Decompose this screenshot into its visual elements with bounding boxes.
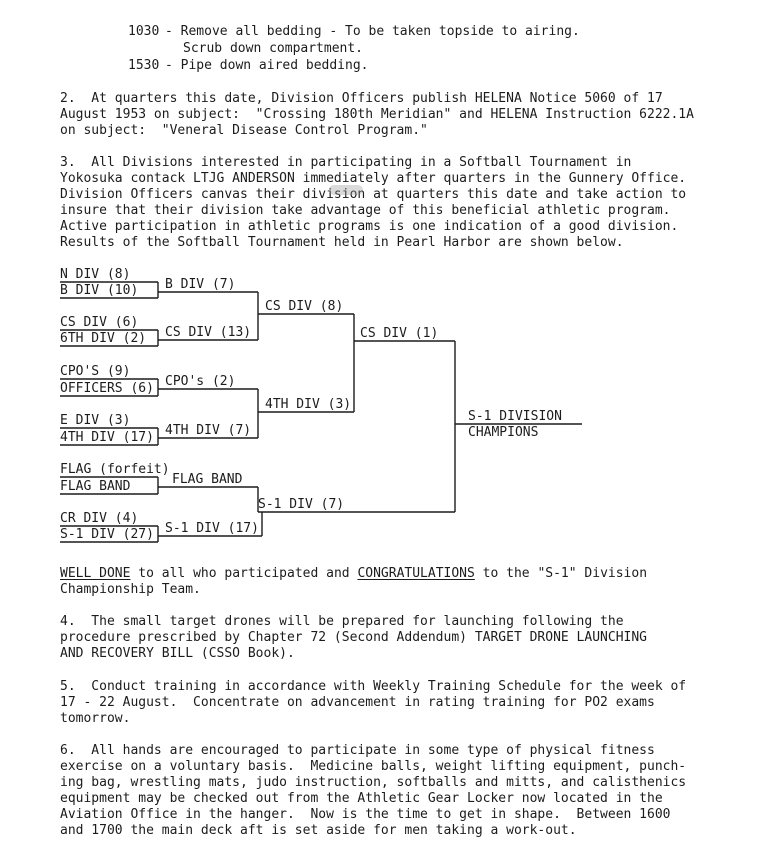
paragraph-line: insure that their division take advantage of this beneficial athletic program. — [60, 203, 671, 218]
paragraph-line: 6. All hands are encouraged to participate in some type of physical fitness — [60, 743, 655, 758]
paragraph-line: ing bag, wrestling mats, judo instruction, softballs and mitts, and calisthenics — [60, 775, 687, 790]
team-entry: FLAG (forfeit) — [60, 462, 170, 477]
schedule-text: - Pipe down aired bedding. — [165, 58, 369, 73]
schedule-text: - Remove all bedding - To be taken topside to airing. — [165, 24, 580, 39]
paragraph-line: Results of the Softball Tournament held in Pearl Harbor are shown below. — [60, 235, 624, 250]
paragraph-line: exercise on a voluntary basis. Medicine balls, weight lifting equipment, punch- — [60, 759, 687, 774]
team-entry: FLAG BAND — [60, 479, 131, 494]
congrats-mid: to all who participated and — [130, 566, 358, 581]
round1-winner: CPO's (2) — [165, 374, 236, 389]
paragraph-line: 5. Conduct training in accordance with Weekly Training Schedule for the week of — [60, 679, 687, 694]
round3-winner: CS DIV (1) — [360, 326, 439, 341]
well-done-text: WELL DONE — [60, 566, 131, 581]
paragraph-line: Aviation Office in the hanger. Now is the time to get in shape. Between 1600 — [60, 807, 671, 822]
champion-name: S-1 DIVISION — [468, 409, 562, 424]
congratulations-text: CONGRATULATIONS — [357, 566, 475, 581]
schedule-time: 1030 — [128, 24, 160, 39]
round1-winner: 4TH DIV (7) — [165, 423, 252, 438]
congrats-end: to the "S-1" Division — [474, 566, 648, 581]
team-entry: CS DIV (6) — [60, 315, 139, 330]
round2-winner: S-1 DIV (7) — [258, 497, 345, 512]
paragraph-line: AND RECOVERY BILL (CSSO Book). — [60, 646, 295, 661]
paragraph-line: 17 - 22 August. Concentrate on advancement in rating training for PO2 exams — [60, 695, 655, 710]
team-entry: CR DIV (4) — [60, 511, 139, 526]
schedule-text: Scrub down compartment. — [183, 41, 364, 56]
paragraph-line: and 1700 the main deck aft is set aside for men taking a work-out. — [60, 823, 577, 838]
round2-winner: 4TH DIV (3) — [265, 397, 352, 412]
congrats-line: Championship Team. — [60, 582, 201, 597]
team-entry: E DIV (3) — [60, 413, 131, 428]
team-entry: B DIV (10) — [60, 283, 139, 298]
team-entry: CPO'S (9) — [60, 364, 131, 379]
paragraph-line: August 1953 on subject: "Crossing 180th Meridian" and HELENA Instruction 6222.1A — [60, 107, 694, 122]
schedule-time: 1530 — [128, 58, 160, 73]
paragraph-line: procedure prescribed by Chapter 72 (Second Addendum) TARGET DRONE LAUNCHING — [60, 630, 647, 645]
paragraph-line: 3. All Divisions interested in participating in a Softball Tournament in — [60, 155, 632, 170]
paragraph-line: on subject: "Veneral Disease Control Program." — [60, 123, 428, 138]
team-entry: N DIV (8) — [60, 267, 131, 282]
round1-winner: CS DIV (13) — [165, 325, 252, 340]
paragraph-line: equipment may be checked out from the Athletic Gear Locker now located in the — [60, 791, 663, 806]
paragraph-line: Division Officers canvas their division at quarters this date and take action to — [60, 187, 687, 202]
round1-winner: S-1 DIV (17) — [165, 521, 259, 536]
round2-winner: CS DIV (8) — [265, 299, 344, 314]
paragraph-line: 4. The small target drones will be prepared for launching following the — [60, 614, 624, 629]
paragraph-line: tomorrow. — [60, 711, 131, 726]
paragraph-line: 2. At quarters this date, Division Officers publish HELENA Notice 5060 of 17 — [60, 91, 663, 106]
paragraph-line: Active participation in athletic programs is one indication of a good division. — [60, 219, 679, 234]
round1-winner: FLAG BAND — [172, 472, 243, 487]
round1-winner: B DIV (7) — [165, 277, 236, 292]
team-entry: OFFICERS (6) — [60, 381, 154, 396]
champion-subtitle: CHAMPIONS — [468, 425, 539, 440]
team-entry: 4TH DIV (17) — [60, 430, 154, 445]
congrats-line — [60, 566, 647, 582]
paragraph-line: Yokosuka contack LTJG ANDERSON immediately after quarters in the Gunnery Office. — [60, 171, 687, 186]
team-entry: 6TH DIV (2) — [60, 331, 147, 346]
team-entry: S-1 DIV (27) — [60, 527, 154, 542]
